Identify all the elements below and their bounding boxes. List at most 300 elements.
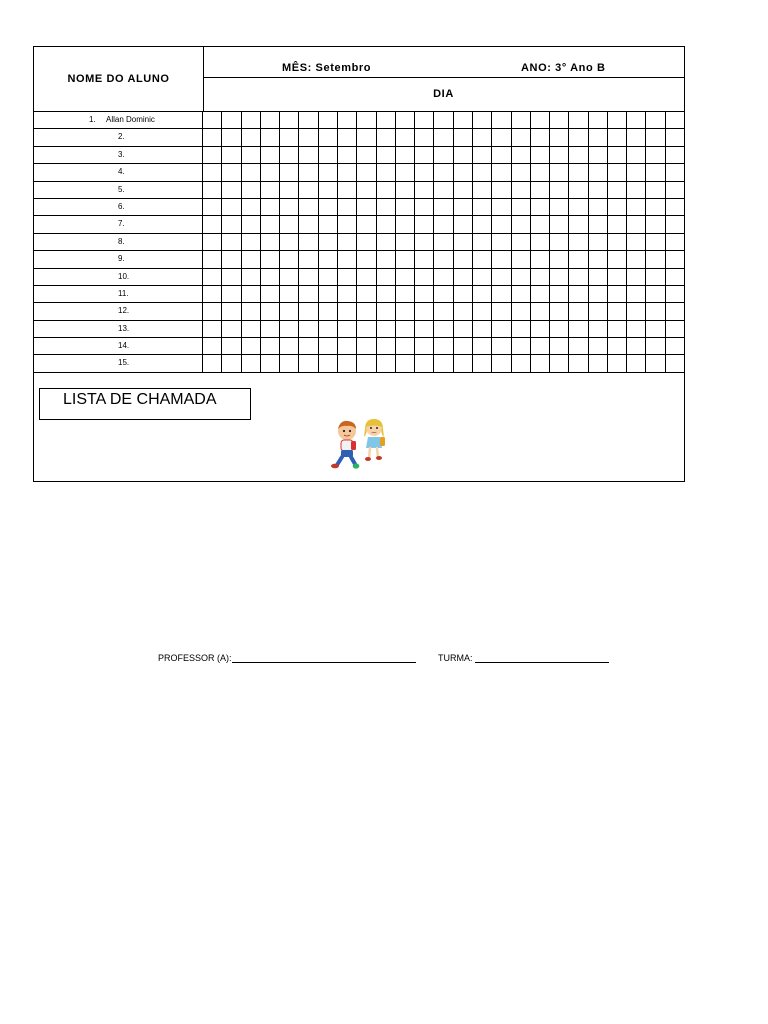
- attendance-cell: [666, 147, 684, 163]
- attendance-cell: [357, 147, 376, 163]
- attendance-cell: [299, 182, 318, 198]
- attendance-cell: [280, 182, 299, 198]
- attendance-cell: [242, 321, 261, 337]
- table-row: [34, 112, 684, 129]
- attendance-cell: [550, 234, 569, 250]
- attendance-cell: [473, 303, 492, 319]
- attendance-cell: [299, 355, 318, 371]
- attendance-cell: [646, 147, 665, 163]
- attendance-cell: [666, 355, 684, 371]
- attendance-cell: [299, 286, 318, 302]
- attendance-cell: [646, 321, 665, 337]
- attendance-cell: [299, 303, 318, 319]
- table-row: [34, 286, 684, 303]
- attendance-cell: [531, 199, 550, 215]
- attendance-cell: [242, 303, 261, 319]
- attendance-cell: [646, 112, 665, 128]
- attendance-cell: [589, 321, 608, 337]
- attendance-cell: [299, 199, 318, 215]
- attendance-cell: [512, 112, 531, 128]
- attendance-cell: [357, 112, 376, 128]
- attendance-cell: [261, 355, 280, 371]
- attendance-cell: [646, 338, 665, 354]
- attendance-cell: [666, 338, 684, 354]
- attendance-cell: [569, 234, 588, 250]
- attendance-cell: [396, 286, 415, 302]
- student-cell: [34, 112, 203, 128]
- table-row: [34, 199, 684, 216]
- attendance-cell: [492, 216, 511, 232]
- attendance-cell: [589, 199, 608, 215]
- children-illustration: [330, 417, 390, 472]
- professor-label: PROFESSOR (A):: [158, 653, 232, 663]
- attendance-cell: [338, 216, 357, 232]
- row-number: 6.: [118, 201, 125, 211]
- attendance-cell: [222, 251, 241, 267]
- attendance-cell: [319, 251, 338, 267]
- attendance-cell: [396, 164, 415, 180]
- attendance-cell: [627, 147, 646, 163]
- attendance-cell: [569, 303, 588, 319]
- attendance-cell: [666, 199, 684, 215]
- attendance-cell: [512, 303, 531, 319]
- attendance-cell: [415, 234, 434, 250]
- attendance-cell: [627, 164, 646, 180]
- attendance-cell: [338, 112, 357, 128]
- student-cell: [34, 321, 203, 337]
- attendance-cell: [242, 112, 261, 128]
- attendance-cell: [222, 303, 241, 319]
- attendance-cell: [377, 321, 396, 337]
- attendance-cell: [396, 129, 415, 145]
- attendance-cell: [589, 355, 608, 371]
- attendance-cell: [589, 234, 608, 250]
- attendance-cell: [627, 338, 646, 354]
- attendance-cell: [280, 216, 299, 232]
- attendance-cell: [646, 164, 665, 180]
- attendance-cell: [203, 269, 222, 285]
- attendance-cell: [280, 129, 299, 145]
- attendance-cell: [492, 199, 511, 215]
- attendance-cell: [666, 234, 684, 250]
- attendance-cell: [203, 199, 222, 215]
- attendance-cell: [434, 355, 453, 371]
- attendance-cell: [434, 234, 453, 250]
- attendance-cell: [377, 251, 396, 267]
- student-cell: [34, 129, 203, 145]
- attendance-cell: [261, 182, 280, 198]
- attendance-cell: [646, 216, 665, 232]
- attendance-cell: [531, 216, 550, 232]
- student-cell: [34, 199, 203, 215]
- attendance-cell: [569, 355, 588, 371]
- attendance-cell: [492, 164, 511, 180]
- attendance-cell: [627, 251, 646, 267]
- attendance-cell: [203, 182, 222, 198]
- attendance-cell: [434, 269, 453, 285]
- student-cell: [34, 216, 203, 232]
- attendance-cell: [608, 286, 627, 302]
- row-number: 2.: [118, 132, 125, 142]
- attendance-cell: [454, 251, 473, 267]
- attendance-cell: [222, 112, 241, 128]
- attendance-cell: [434, 303, 453, 319]
- attendance-cell: [261, 303, 280, 319]
- attendance-cell: [222, 147, 241, 163]
- attendance-cell: [280, 303, 299, 319]
- table-row: [34, 321, 684, 338]
- student-cell: [34, 355, 203, 371]
- attendance-cell: [280, 199, 299, 215]
- attendance-cell: [434, 182, 453, 198]
- attendance-cell: [666, 129, 684, 145]
- attendance-cell: [550, 303, 569, 319]
- attendance-cell: [531, 286, 550, 302]
- attendance-cell: [454, 338, 473, 354]
- attendance-cell: [473, 355, 492, 371]
- attendance-cell: [261, 129, 280, 145]
- attendance-cell: [569, 182, 588, 198]
- table-row: [34, 182, 684, 199]
- attendance-cell: [569, 338, 588, 354]
- attendance-cell: [589, 251, 608, 267]
- attendance-cell: [242, 147, 261, 163]
- attendance-cell: [550, 199, 569, 215]
- attendance-cell: [550, 286, 569, 302]
- attendance-cell: [242, 182, 261, 198]
- attendance-cell: [589, 286, 608, 302]
- attendance-cell: [512, 147, 531, 163]
- attendance-cell: [666, 112, 684, 128]
- attendance-cell: [531, 147, 550, 163]
- attendance-cell: [222, 199, 241, 215]
- attendance-cell: [531, 251, 550, 267]
- attendance-cell: [319, 338, 338, 354]
- attendance-cell: [222, 355, 241, 371]
- table-row: [34, 234, 684, 251]
- attendance-cell: [261, 112, 280, 128]
- attendance-cell: [242, 234, 261, 250]
- year-label: ANO: 3° Ano B: [521, 62, 606, 74]
- attendance-cell: [454, 286, 473, 302]
- attendance-cell: [415, 338, 434, 354]
- attendance-cell: [357, 216, 376, 232]
- attendance-cell: [627, 303, 646, 319]
- attendance-cell: [589, 338, 608, 354]
- table-row: [34, 216, 684, 233]
- attendance-cell: [646, 269, 665, 285]
- attendance-cell: [473, 286, 492, 302]
- attendance-cell: [569, 147, 588, 163]
- attendance-cell: [512, 286, 531, 302]
- attendance-cell: [203, 251, 222, 267]
- attendance-cell: [512, 216, 531, 232]
- attendance-cell: [608, 112, 627, 128]
- attendance-cell: [261, 164, 280, 180]
- attendance-cell: [319, 286, 338, 302]
- attendance-cell: [338, 129, 357, 145]
- attendance-cell: [550, 355, 569, 371]
- table-row: [34, 164, 684, 181]
- attendance-cell: [608, 355, 627, 371]
- attendance-cell: [492, 147, 511, 163]
- attendance-cell: [473, 216, 492, 232]
- attendance-cell: [492, 182, 511, 198]
- attendance-cell: [357, 129, 376, 145]
- attendance-cell: [627, 234, 646, 250]
- attendance-cell: [299, 112, 318, 128]
- attendance-cell: [357, 234, 376, 250]
- attendance-cell: [434, 199, 453, 215]
- attendance-cell: [646, 199, 665, 215]
- attendance-cell: [357, 321, 376, 337]
- attendance-cell: [299, 234, 318, 250]
- table-row: [34, 338, 684, 355]
- attendance-cell: [415, 216, 434, 232]
- attendance-cell: [473, 199, 492, 215]
- attendance-cell: [531, 269, 550, 285]
- attendance-cell: [203, 355, 222, 371]
- attendance-cell: [492, 303, 511, 319]
- attendance-cell: [492, 338, 511, 354]
- attendance-cell: [569, 216, 588, 232]
- attendance-cell: [242, 355, 261, 371]
- attendance-cell: [415, 147, 434, 163]
- attendance-cell: [299, 216, 318, 232]
- student-cell: [34, 338, 203, 354]
- attendance-cell: [280, 251, 299, 267]
- attendance-cell: [550, 269, 569, 285]
- attendance-cell: [550, 321, 569, 337]
- attendance-cell: [454, 147, 473, 163]
- attendance-cell: [512, 199, 531, 215]
- attendance-cell: [589, 147, 608, 163]
- attendance-cell: [396, 199, 415, 215]
- attendance-cell: [377, 303, 396, 319]
- row-number: 11.: [118, 288, 129, 298]
- attendance-cell: [222, 269, 241, 285]
- attendance-cell: [454, 303, 473, 319]
- attendance-cell: [377, 147, 396, 163]
- attendance-cell: [627, 129, 646, 145]
- attendance-cell: [512, 321, 531, 337]
- attendance-cell: [299, 338, 318, 354]
- attendance-cell: [531, 355, 550, 371]
- attendance-cell: [222, 216, 241, 232]
- attendance-cell: [415, 199, 434, 215]
- attendance-cell: [454, 216, 473, 232]
- attendance-cell: [338, 251, 357, 267]
- attendance-cell: [357, 164, 376, 180]
- attendance-cell: [377, 182, 396, 198]
- attendance-cell: [589, 129, 608, 145]
- attendance-cell: [396, 355, 415, 371]
- attendance-cell: [512, 269, 531, 285]
- attendance-cell: [319, 129, 338, 145]
- attendance-cell: [646, 303, 665, 319]
- row-number: 3.: [118, 149, 125, 159]
- attendance-cell: [338, 286, 357, 302]
- attendance-cell: [242, 164, 261, 180]
- attendance-cell: [222, 338, 241, 354]
- attendance-cell: [319, 199, 338, 215]
- table-row: [34, 251, 684, 268]
- table-row: [34, 269, 684, 286]
- attendance-cell: [666, 251, 684, 267]
- attendance-cell: [608, 199, 627, 215]
- attendance-cell: [434, 251, 453, 267]
- attendance-cell: [531, 182, 550, 198]
- attendance-cell: [319, 355, 338, 371]
- page-title: LISTA DE CHAMADA: [63, 391, 217, 408]
- attendance-cell: [569, 129, 588, 145]
- attendance-cell: [569, 251, 588, 267]
- attendance-cell: [512, 355, 531, 371]
- attendance-cell: [203, 338, 222, 354]
- row-number: 1.: [89, 115, 96, 124]
- attendance-cell: [222, 182, 241, 198]
- attendance-cell: [512, 234, 531, 250]
- student-name-header: NOME DO ALUNO: [34, 47, 204, 111]
- attendance-cell: [319, 112, 338, 128]
- attendance-cell: [627, 286, 646, 302]
- attendance-cell: [280, 112, 299, 128]
- attendance-cell: [550, 164, 569, 180]
- attendance-cell: [242, 251, 261, 267]
- attendance-cell: [473, 164, 492, 180]
- attendance-cell: [512, 338, 531, 354]
- attendance-cell: [569, 321, 588, 337]
- attendance-cell: [512, 251, 531, 267]
- attendance-cell: [280, 147, 299, 163]
- attendance-cell: [338, 147, 357, 163]
- attendance-cell: [646, 234, 665, 250]
- attendance-cell: [377, 338, 396, 354]
- attendance-cell: [492, 112, 511, 128]
- attendance-cell: [666, 164, 684, 180]
- attendance-cell: [280, 164, 299, 180]
- attendance-cell: [608, 234, 627, 250]
- attendance-cell: [589, 303, 608, 319]
- attendance-cell: [454, 321, 473, 337]
- attendance-cell: [357, 182, 376, 198]
- attendance-cell: [338, 199, 357, 215]
- turma-label: TURMA:: [438, 653, 473, 663]
- attendance-cell: [396, 251, 415, 267]
- student-cell: [34, 182, 203, 198]
- attendance-cell: [569, 164, 588, 180]
- attendance-cell: [550, 182, 569, 198]
- attendance-cell: [396, 216, 415, 232]
- student-cell: [34, 269, 203, 285]
- attendance-cell: [627, 216, 646, 232]
- attendance-cell: [666, 321, 684, 337]
- attendance-cell: [242, 269, 261, 285]
- attendance-cell: [319, 182, 338, 198]
- attendance-cell: [569, 112, 588, 128]
- attendance-cell: [338, 321, 357, 337]
- attendance-cell: [646, 355, 665, 371]
- student-cell: [34, 286, 203, 302]
- student-cell: [34, 164, 203, 180]
- attendance-cell: [666, 269, 684, 285]
- attendance-cell: [203, 303, 222, 319]
- attendance-cell: [434, 321, 453, 337]
- attendance-cell: [203, 164, 222, 180]
- attendance-cell: [608, 164, 627, 180]
- attendance-cell: [261, 321, 280, 337]
- attendance-cell: [608, 216, 627, 232]
- attendance-cell: [454, 199, 473, 215]
- attendance-cell: [415, 129, 434, 145]
- attendance-cell: [377, 216, 396, 232]
- attendance-cell: [203, 216, 222, 232]
- attendance-cell: [473, 147, 492, 163]
- attendance-cell: [396, 321, 415, 337]
- title-box: [39, 388, 251, 420]
- attendance-cell: [396, 338, 415, 354]
- attendance-cell: [357, 286, 376, 302]
- attendance-cell: [473, 269, 492, 285]
- attendance-cell: [550, 338, 569, 354]
- row-number: 7.: [118, 219, 125, 229]
- attendance-cell: [261, 251, 280, 267]
- attendance-cell: [261, 216, 280, 232]
- row-number: 12.: [118, 306, 130, 316]
- attendance-cell: [319, 303, 338, 319]
- attendance-cell: [666, 182, 684, 198]
- attendance-cell: [280, 286, 299, 302]
- attendance-cell: [203, 147, 222, 163]
- attendance-cell: [222, 129, 241, 145]
- attendance-cell: [492, 129, 511, 145]
- attendance-cell: [434, 164, 453, 180]
- attendance-cell: [531, 303, 550, 319]
- attendance-cell: [319, 321, 338, 337]
- attendance-cell: [666, 216, 684, 232]
- attendance-cell: [396, 147, 415, 163]
- row-number: 9.: [118, 254, 125, 264]
- attendance-cell: [608, 269, 627, 285]
- attendance-cell: [569, 286, 588, 302]
- row-number: 8.: [118, 236, 125, 246]
- attendance-cell: [512, 164, 531, 180]
- attendance-cell: [454, 182, 473, 198]
- attendance-cell: [512, 182, 531, 198]
- attendance-cell: [280, 338, 299, 354]
- attendance-cell: [357, 355, 376, 371]
- attendance-cell: [434, 286, 453, 302]
- attendance-cell: [492, 234, 511, 250]
- attendance-cell: [415, 355, 434, 371]
- attendance-cell: [589, 182, 608, 198]
- attendance-cell: [550, 216, 569, 232]
- row-number: 10.: [118, 271, 130, 281]
- attendance-cell: [531, 112, 550, 128]
- attendance-cell: [319, 164, 338, 180]
- attendance-cell: [338, 234, 357, 250]
- attendance-cell: [454, 112, 473, 128]
- attendance-cell: [396, 234, 415, 250]
- attendance-cell: [415, 269, 434, 285]
- attendance-cell: [338, 269, 357, 285]
- attendance-cell: [473, 338, 492, 354]
- attendance-cell: [377, 112, 396, 128]
- attendance-cell: [415, 164, 434, 180]
- table-row: [34, 355, 684, 372]
- student-cell: [34, 303, 203, 319]
- attendance-cell: [627, 182, 646, 198]
